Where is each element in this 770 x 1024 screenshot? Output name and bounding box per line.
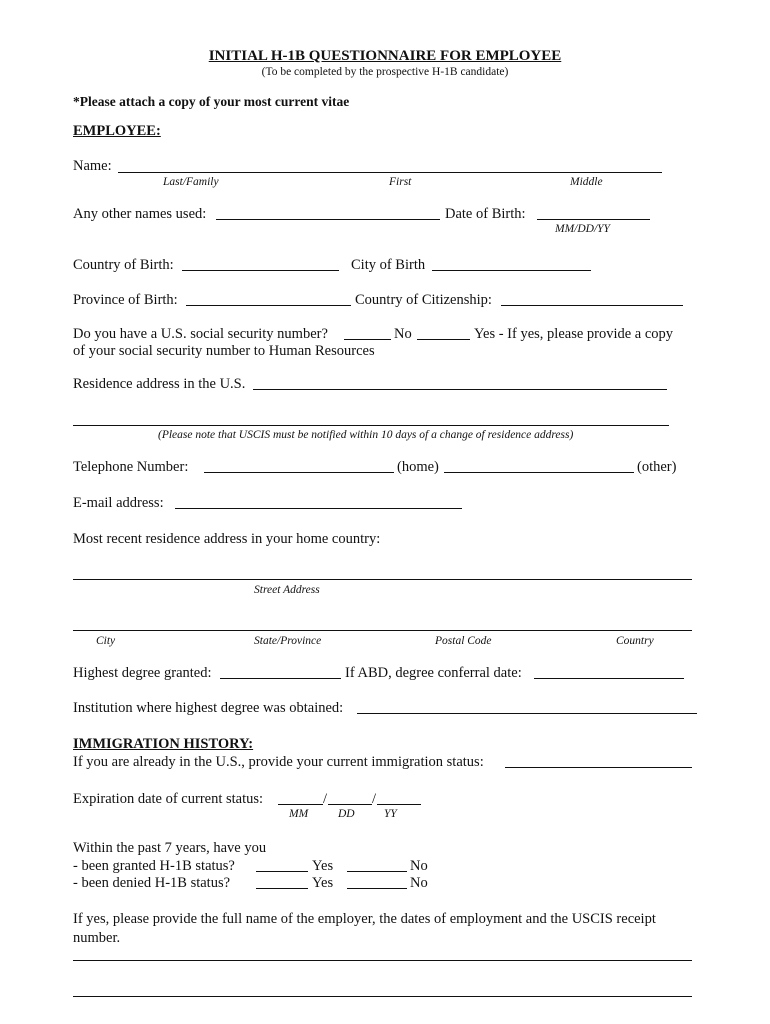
immigration-status-field[interactable] [505,767,692,768]
expiration-yy-field[interactable] [377,804,421,805]
immigration-heading: IMMIGRATION HISTORY: [73,736,254,752]
denied-no-field[interactable] [347,888,407,889]
email-label: E-mail address: [73,495,164,511]
telephone-label: Telephone Number: [73,459,189,475]
form-subtitle: (To be completed by the prospective H-1B candidate) [261,66,509,78]
ssn-yes-field[interactable] [417,339,470,340]
if-yes-instructions-continued: number. [73,930,121,946]
uscis-note: (Please note that USCIS must be notified within 10 days of a change of residence address) [158,429,574,441]
date-slash-1: / [323,791,328,807]
granted-no-label: No [410,858,428,874]
country-caption: Country [616,635,654,647]
city-state-postal-country-field[interactable] [73,630,692,631]
immigration-status-label: If you are already in the U.S., provide your current immigration status: [73,754,484,770]
city-of-birth-field[interactable] [432,270,591,271]
expiration-dd-field[interactable] [328,804,372,805]
citizenship-label: Country of Citizenship: [355,292,492,308]
degree-label: Highest degree granted: [73,665,212,681]
granted-yes-field[interactable] [256,871,308,872]
citizenship-field[interactable] [501,305,683,306]
if-yes-instructions: If yes, please provide the full name of the employer, the dates of employment and the USCIS receipt [73,911,656,927]
first-caption: First [389,176,412,188]
name-field[interactable] [118,172,662,173]
denied-label: - been denied H-1B status? [73,875,231,891]
ssn-yes-label: Yes - If yes, please provide a copy [474,326,674,342]
form-title: INITIAL H-1B QUESTIONNAIRE FOR EMPLOYEE [208,48,562,64]
attach-note: *Please attach a copy of your most current vitae [73,94,350,109]
abd-label: If ABD, degree conferral date: [345,665,522,681]
street-address-field[interactable] [73,579,692,580]
denied-yes-label: Yes [312,875,334,891]
employee-heading: EMPLOYEE: [73,123,161,139]
within-7-years-label: Within the past 7 years, have you [73,840,267,856]
granted-yes-label: Yes [312,858,334,874]
residence-field-1[interactable] [253,389,667,390]
home-country-label: Most recent residence address in your home country: [73,531,381,547]
ssn-no-label: No [394,326,412,342]
phone-other-field[interactable] [444,472,634,473]
last-family-caption: Last/Family [163,176,219,188]
phone-home-field[interactable] [204,472,394,473]
granted-no-field[interactable] [347,871,407,872]
city-of-birth-label: City of Birth [351,257,426,273]
institution-label: Institution where highest degree was obtained: [73,700,344,716]
other-names-label: Any other names used: [73,206,207,222]
residence-label: Residence address in the U.S. [73,376,246,392]
denied-yes-field[interactable] [256,888,308,889]
mm-caption: MM [289,808,309,820]
postal-code-caption: Postal Code [435,635,492,647]
province-of-birth-label: Province of Birth: [73,292,178,308]
employer-details-field-2[interactable] [73,996,692,997]
institution-field[interactable] [357,713,697,714]
ssn-no-field[interactable] [344,339,391,340]
abd-date-field[interactable] [534,678,684,679]
name-label: Name: [73,158,112,174]
home-label: (home) [397,459,439,475]
degree-field[interactable] [220,678,341,679]
dob-label: Date of Birth: [445,206,526,222]
email-field[interactable] [175,508,462,509]
other-names-field[interactable] [216,219,440,220]
expiration-mm-field[interactable] [278,804,323,805]
expiration-label: Expiration date of current status: [73,791,264,807]
dd-caption: DD [338,808,355,820]
date-slash-2: / [372,791,377,807]
country-of-birth-field[interactable] [182,270,339,271]
dob-format-caption: MM/DD/YY [555,223,610,235]
residence-field-2[interactable] [73,425,669,426]
province-of-birth-field[interactable] [186,305,351,306]
other-label: (other) [637,459,677,475]
granted-label: - been granted H-1B status? [73,858,235,874]
denied-no-label: No [410,875,428,891]
employer-details-field-1[interactable] [73,960,692,961]
middle-caption: Middle [570,176,603,188]
yy-caption: YY [384,808,397,820]
ssn-question-continued: of your social security number to Human Resources [73,343,375,359]
dob-field[interactable] [537,219,650,220]
city-caption: City [96,635,116,647]
state-province-caption: State/Province [254,635,322,647]
ssn-question: Do you have a U.S. social security number? [73,326,328,342]
country-of-birth-label: Country of Birth: [73,257,174,273]
street-address-caption: Street Address [254,584,320,596]
